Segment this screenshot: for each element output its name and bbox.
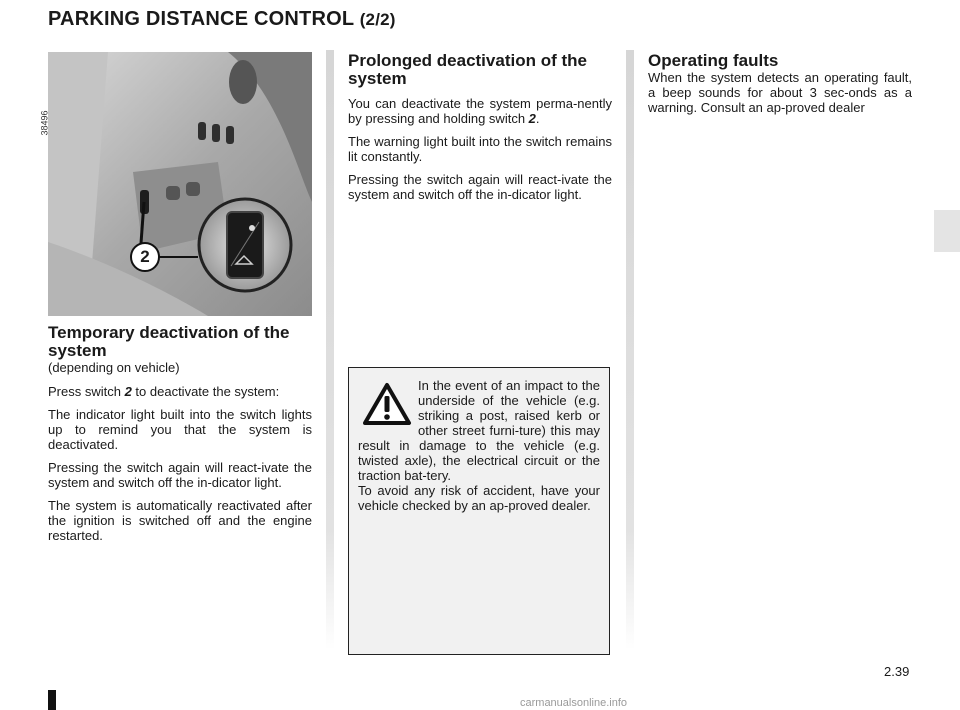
- warning-text: In the event of an impact to the underside of the vehicle (e.g. striking a post, raised kerb or other street furni-ture) this may result in damage to the vehicle (e.g. twisted axle), the electrical circuit or the traction bat-tery.: [358, 378, 600, 483]
- corner-mark: [48, 690, 56, 710]
- warning-triangle-icon: [362, 382, 412, 426]
- text-run: .: [535, 111, 540, 126]
- paragraph: The system is automatically reactivated after the ignition is switched off and the engine restarted.: [48, 498, 312, 543]
- page-number: 2.39: [884, 664, 910, 679]
- warning-box: [348, 367, 610, 655]
- paragraph: [348, 96, 612, 126]
- page-title-text: PARKING DISTANCE CONTROL: [48, 8, 354, 30]
- vehicle-note: (depending on vehicle): [48, 360, 180, 375]
- text-run: Press switch: [48, 384, 125, 399]
- page-title: [48, 8, 396, 31]
- paragraph: The indicator light built into the switch lights up to remind you that the system is deactivated.: [48, 407, 312, 452]
- operating-faults-section: [648, 52, 912, 123]
- text-run: to deactivate the system:: [131, 384, 280, 399]
- section-heading: Operating faults: [648, 51, 779, 70]
- chapter-tab: [934, 210, 960, 252]
- section-heading: Prolonged deactivation of the system: [348, 51, 587, 88]
- switch-ref: 2: [528, 111, 536, 126]
- column-divider-1: [326, 50, 334, 650]
- paragraph: Pressing the switch again will react-ivate the system and switch off the in-dicator light.: [48, 460, 312, 490]
- text-run: You can deactivate the system perma-nently by pressing and holding switch: [348, 96, 612, 126]
- paragraph: When the system detects an operating fault, a beep sounds for about 3 sec-onds as a warning. Consult an ap-proved dealer: [648, 70, 912, 115]
- callout-number: 2: [140, 247, 150, 266]
- column-divider-2: [626, 50, 634, 650]
- warning-advice: To avoid any risk of accident, have your vehicle checked by an ap-proved dealer.: [358, 483, 600, 513]
- temporary-deactivation-section: [48, 324, 312, 551]
- prolonged-deactivation-section: [348, 52, 612, 210]
- switch-ref: 2: [124, 384, 132, 399]
- paragraph: The warning light built into the switch remains lit constantly.: [348, 134, 612, 164]
- paragraph: [48, 384, 312, 399]
- dashboard-switch-photo: 38496 2: [48, 52, 312, 316]
- section-heading: Temporary deactivation of the system: [48, 323, 290, 360]
- watermark: carmanualsonline.info: [520, 697, 628, 709]
- page-title-part: (2/2): [359, 10, 396, 29]
- paragraph: Pressing the switch again will react-ivate the system and switch off the in-dicator light.: [348, 172, 612, 202]
